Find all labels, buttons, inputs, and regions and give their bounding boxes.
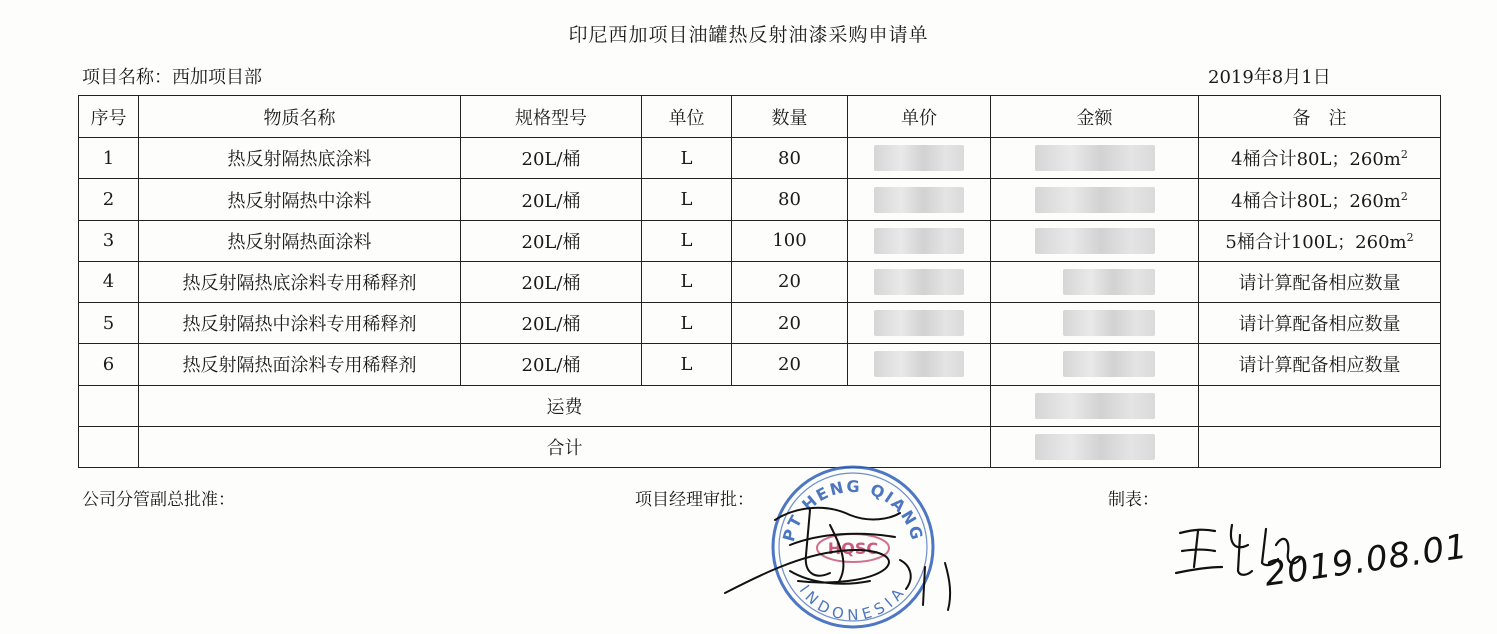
remark-text: 请计算配备相应数量 bbox=[1238, 272, 1401, 294]
row-no: 1 bbox=[79, 138, 139, 179]
row-name: 热反射隔热中涂料专用稀释剂 bbox=[139, 303, 461, 344]
row-spec: 20L/桶 bbox=[461, 220, 642, 261]
row-amount bbox=[991, 344, 1199, 385]
redacted-unit-price bbox=[874, 310, 964, 336]
row-remark-empty bbox=[1199, 385, 1441, 426]
row-spec: 20L/桶 bbox=[461, 261, 642, 302]
header-name: 物质名称 bbox=[139, 96, 461, 138]
header-qty: 数量 bbox=[732, 96, 848, 138]
row-qty: 20 bbox=[732, 303, 848, 344]
row-spec: 20L/桶 bbox=[461, 138, 642, 179]
remark-text: 5桶合计100L；260m bbox=[1225, 231, 1407, 253]
row-amount bbox=[991, 261, 1199, 302]
row-no: 2 bbox=[79, 179, 139, 220]
preparer-label: 制表： bbox=[1108, 490, 1159, 510]
row-unit-price bbox=[848, 344, 991, 385]
redacted-unit-price bbox=[874, 269, 964, 295]
table-header-row bbox=[79, 96, 1441, 138]
total-row bbox=[79, 426, 1441, 467]
redacted-unit-price bbox=[874, 351, 964, 377]
project-manager-approval-label: 项目经理审批： bbox=[635, 490, 754, 510]
header-unit-price: 单价 bbox=[848, 96, 991, 138]
row-no-empty bbox=[79, 385, 139, 426]
remark-text: 4桶合计80L；260m bbox=[1231, 149, 1401, 171]
row-unit: L bbox=[642, 261, 732, 302]
row-remark-empty bbox=[1199, 426, 1441, 467]
redacted-amount bbox=[1063, 351, 1155, 377]
stamp-bottom-text: INDONESIA bbox=[795, 581, 911, 625]
row-name: 热反射隔热中涂料 bbox=[139, 179, 461, 220]
row-amount bbox=[991, 220, 1199, 261]
row-unit-price bbox=[848, 303, 991, 344]
redacted-amount bbox=[1063, 310, 1155, 336]
total-label: 合计 bbox=[139, 426, 991, 467]
row-no: 5 bbox=[79, 303, 139, 344]
remark-text: 4桶合计80L；260m bbox=[1231, 190, 1401, 212]
row-amount bbox=[991, 138, 1199, 179]
row-spec: 20L/桶 bbox=[461, 344, 642, 385]
project-name: 项目名称：西加项目部 bbox=[82, 67, 262, 88]
row-name: 热反射隔热底涂料 bbox=[139, 138, 461, 179]
row-amount bbox=[991, 303, 1199, 344]
row-remark bbox=[1199, 138, 1441, 179]
stamp-center-text: HQSC bbox=[827, 539, 879, 558]
row-unit: L bbox=[642, 138, 732, 179]
row-unit-price bbox=[848, 220, 991, 261]
row-spec: 20L/桶 bbox=[461, 303, 642, 344]
remark-superscript: 2 bbox=[1400, 148, 1408, 162]
remark-text: 请计算配备相应数量 bbox=[1238, 355, 1401, 377]
row-no-empty bbox=[79, 426, 139, 467]
table-row bbox=[79, 344, 1441, 385]
row-qty: 100 bbox=[732, 220, 848, 261]
row-qty: 20 bbox=[732, 344, 848, 385]
row-no: 4 bbox=[79, 261, 139, 302]
row-remark bbox=[1199, 220, 1441, 261]
row-qty: 80 bbox=[732, 138, 848, 179]
redacted-amount bbox=[1063, 269, 1155, 295]
redacted-unit-price bbox=[874, 145, 964, 171]
row-amount bbox=[991, 385, 1199, 426]
row-unit-price bbox=[848, 138, 991, 179]
document-date: 2019年8月1日 bbox=[1208, 67, 1331, 88]
redacted-unit-price bbox=[874, 228, 964, 254]
remark-text: 请计算配备相应数量 bbox=[1238, 314, 1401, 336]
preparer-date: 2019.08.01 bbox=[1262, 526, 1471, 595]
row-unit: L bbox=[642, 303, 732, 344]
row-amount bbox=[991, 426, 1199, 467]
project-manager-signature bbox=[720, 485, 980, 625]
header-amount: 金额 bbox=[991, 96, 1199, 138]
redacted-amount bbox=[1035, 434, 1155, 460]
row-qty: 80 bbox=[732, 179, 848, 220]
freight-row bbox=[79, 385, 1441, 426]
remark-superscript: 2 bbox=[1406, 230, 1414, 244]
row-remark bbox=[1199, 261, 1441, 302]
row-remark bbox=[1199, 179, 1441, 220]
row-unit-price bbox=[848, 261, 991, 302]
document-title: 印尼西加项目油罐热反射油漆采购申请单 bbox=[568, 24, 929, 46]
company-vp-approval-label: 公司分管副总批准： bbox=[82, 490, 235, 510]
redacted-amount bbox=[1035, 393, 1155, 419]
row-unit: L bbox=[642, 344, 732, 385]
row-no: 3 bbox=[79, 220, 139, 261]
redacted-amount bbox=[1035, 187, 1155, 213]
header-unit: 单位 bbox=[642, 96, 732, 138]
redacted-unit-price bbox=[874, 187, 964, 213]
table-row bbox=[79, 179, 1441, 220]
table-row bbox=[79, 303, 1441, 344]
header-no: 序号 bbox=[79, 96, 139, 138]
freight-label: 运费 bbox=[139, 385, 991, 426]
row-name: 热反射隔热底涂料专用稀释剂 bbox=[139, 261, 461, 302]
row-qty: 20 bbox=[732, 261, 848, 302]
table-row bbox=[79, 220, 1441, 261]
remark-superscript: 2 bbox=[1400, 189, 1408, 203]
row-spec: 20L/桶 bbox=[461, 179, 642, 220]
row-amount bbox=[991, 179, 1199, 220]
redacted-amount bbox=[1035, 145, 1155, 171]
row-remark bbox=[1199, 344, 1441, 385]
row-unit-price bbox=[848, 179, 991, 220]
header-remark: 备 注 bbox=[1199, 96, 1441, 138]
row-unit: L bbox=[642, 179, 732, 220]
header-spec: 规格型号 bbox=[461, 96, 642, 138]
purchase-table bbox=[78, 95, 1441, 468]
row-name: 热反射隔热面涂料专用稀释剂 bbox=[139, 344, 461, 385]
row-name: 热反射隔热面涂料 bbox=[139, 220, 461, 261]
table-row bbox=[79, 261, 1441, 302]
stamp-top-text: PT HENG QIANG bbox=[778, 476, 928, 544]
table-row bbox=[79, 138, 1441, 179]
row-unit: L bbox=[642, 220, 732, 261]
row-no: 6 bbox=[79, 344, 139, 385]
row-remark bbox=[1199, 303, 1441, 344]
redacted-amount bbox=[1035, 228, 1155, 254]
